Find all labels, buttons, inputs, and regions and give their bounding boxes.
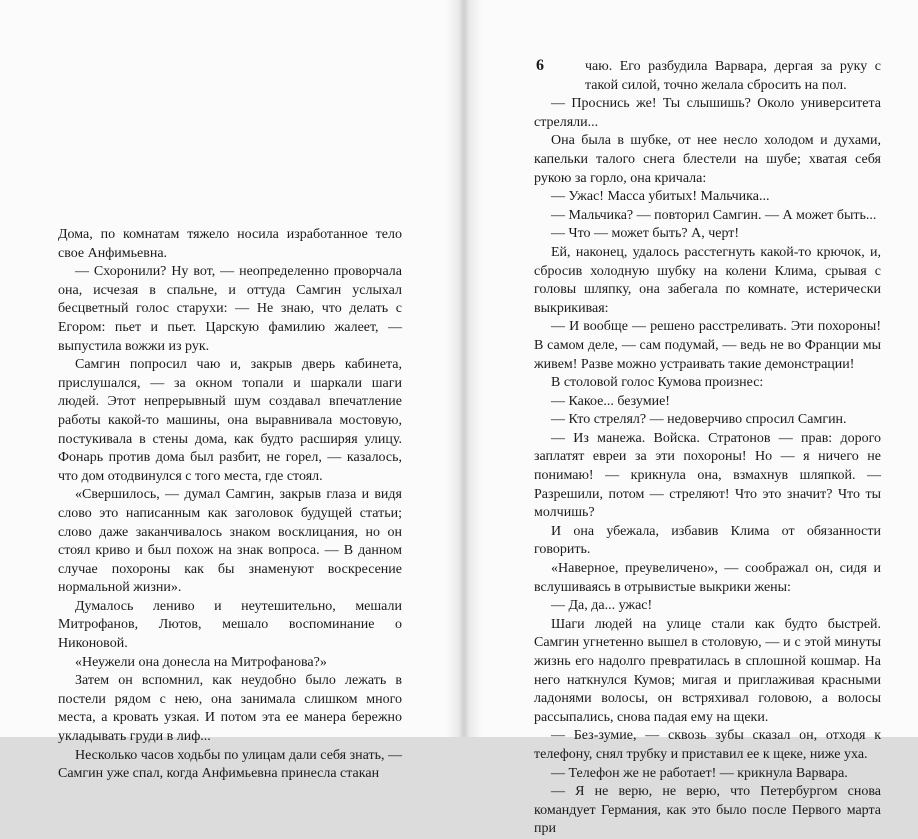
paragraph: «Свершилось, — думал Самгин, закрыв глаза и видя слово это написанным как заголовок будущей статьи; слово даже заканчивалось знаком восклицания, но он стоял криво и был похож на знак вопроса. — В данном случае похороны как бы знаменуют воскресение нормальной жизни». — [58, 487, 402, 596]
paragraph: — Телефон же не работает! — крикнула Варвара. — [551, 765, 848, 781]
paragraph: — Что — может быть? А, черт! — [551, 226, 740, 242]
paragraph: В столовой голос Кумова произнес: — [551, 375, 764, 391]
paragraph: — Ужас! Масса убитых! Мальчика... — [551, 189, 770, 205]
paragraph: И она убежала, избавив Клима от обязанности говорить. — [534, 523, 881, 558]
paragraph: — Из манежа. Войска. Стратонов — прав: дорого заплатят евреи за эти похороны! Но — я ничего не понимаю! — крикнула она, взмахнув шляпкой. — Разрешили, потом — стреляют! Что это значит? Что ты молчишь? — [534, 430, 881, 521]
paragraph: — И вообще — решено расстреливать. Эти похороны! В самом деле, — сам подумай, — ведь не во Франции мы живем! Разве можно устраивать такие демонстрации! — [534, 319, 881, 372]
paragraph: Думалось лениво и неутешительно, мешали Митрофанов, Лютов, мешало воспоминание о Никоновой. — [58, 598, 402, 652]
paragraph: — Схоронили? Ну вот, — неопределенно проворчала она, исчезая в спальне, и оттуда Самгин услыхал бесцветный голос старухи: — Не знаю, что делать с Егором: пьет и пьет. Царскую фамилию жалеет, — выпустила вожжи из рук. — [58, 264, 402, 354]
paragraph: Затем он вспомнил, как неудобно было лежать в постели рядом с нею, она занимала слишком много места, а кровать узкая. И потом эта ее манера бережно укладывать груди в лиф... — [58, 673, 402, 745]
paragraph: «Наверное, преувеличено», — соображал он, сидя и вслушиваясь в отрывистые выкрики жены: — [534, 561, 881, 595]
paragraph: Несколько часов ходьбы по улицам дали себя знать, — Самгин уже спал, когда Анфимьевна принесла стакан — [58, 747, 402, 782]
paragraph: — Мальчика? — повторил Самгин. — А может быть... — [551, 207, 877, 223]
paragraph: «Неужели она донесла на Митрофанова?» — [75, 654, 327, 670]
page-number: 6 — [536, 57, 544, 74]
continued-text: чаю. Его разбудила Варвара, дергая за руку с такой силой, точно желала сбросить на пол. — [585, 59, 881, 93]
paragraph: — Да, да... ужас! — [551, 598, 653, 614]
paragraph: Она была в шубке, от нее несло холодом и духами, капельки талого снега блестели на шубе; хватая себя рукою за горло, она кричала: — [534, 133, 881, 186]
paragraph: Шаги людей на улице стали как будто быстрей. Самгин угнетенно вышел в столовую, — и с этой минуты жизнь его надолго превратилась в сплошной кошмар. На него наткнулся Кумов; мигая и приглаживая красными ладонями волосы, он встряхивал головою, а волосы рассыпались, снова падая ему на щеки. — [534, 616, 881, 725]
paragraph: Дома, по комнатам тяжело носила изработанное тело свое Анфимьевна. — [58, 227, 402, 261]
paragraph: Самгин попросил чаю и, закрыв дверь кабинета, прислушался, — за окном топали и шаркали шаги людей. Этот непрерывный шум создавал впечатление работы какой-то машины, она выравнивала мостовую, постукивала в стены дома, как будто расширяя улицу. Фонарь против дома был разбит, не горел, — казалось, что дом отодвинулся с того места, где стоял. — [58, 357, 402, 484]
right-page-text — [534, 95, 881, 839]
paragraph: — Без-зумие, — сквозь зубы сказал он, отходя к телефону, снял трубку и приставил ее к щеке, ниже уха. — [534, 728, 881, 762]
paragraph: — Проснись же! Ты слышишь? Около университета стреляли... — [534, 96, 881, 130]
paragraph: — Я не верю, не верю, что Петербургом снова командует Германия, как это было после Первого марта при — [534, 784, 881, 837]
left-page-text — [58, 226, 402, 784]
paragraph: Ей, наконец, удалось расстегнуть какой-то крючок, и, сбросив холодную шубку на колени Клима, срывая с головы шляпку, она забегала по комнате, истерически выкрикивая: — [534, 244, 881, 316]
paragraph: — Кто стрелял? — недоверчиво спросил Самгин. — [551, 412, 847, 428]
book-spine — [446, 0, 482, 737]
paragraph: — Какое... безумие! — [551, 393, 670, 409]
